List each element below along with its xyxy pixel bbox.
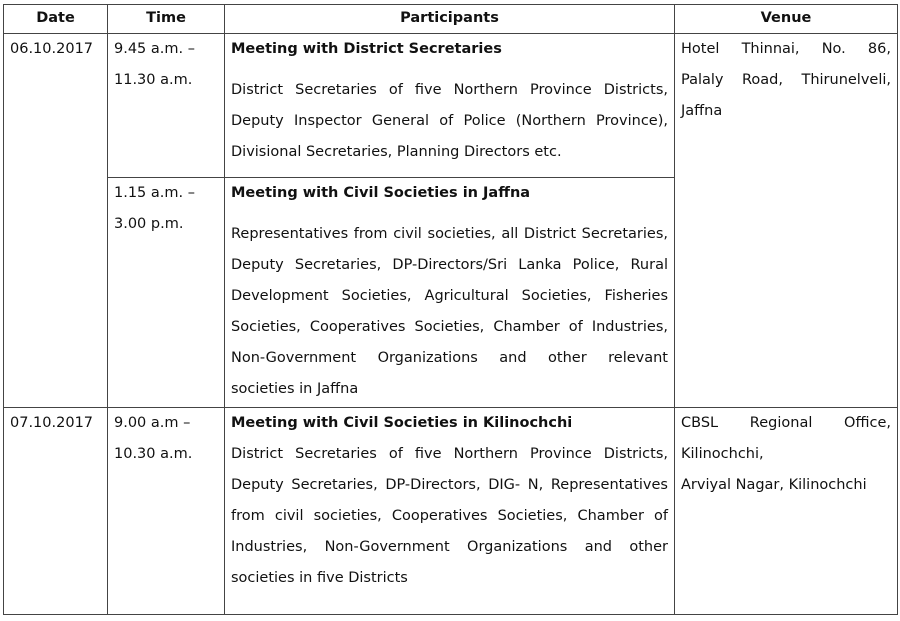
- venue-line: Palaly Road, Thirunelveli,: [681, 72, 891, 88]
- venue-line: Jaffna: [681, 103, 723, 119]
- time-start: 9.00 a.m –: [114, 415, 191, 431]
- participants-cell: [225, 408, 675, 615]
- meeting-title: Meeting with District Secretaries: [231, 41, 502, 57]
- venue-cell: [675, 34, 898, 408]
- time-cell: [108, 408, 225, 615]
- header-time: Time: [108, 5, 225, 34]
- participants-cell: [225, 34, 675, 178]
- header-participants: Participants: [225, 5, 675, 34]
- time-end: 10.30 a.m.: [114, 446, 193, 462]
- date-cell: 06.10.2017: [4, 34, 108, 408]
- venue-line: Kilinochchi,: [681, 446, 764, 462]
- time-end: 11.30 a.m.: [114, 72, 193, 88]
- date-cell: 07.10.2017: [4, 408, 108, 615]
- header-venue: Venue: [675, 5, 898, 34]
- table-row: [4, 34, 898, 178]
- time-end: 3.00 p.m.: [114, 216, 184, 232]
- participants-text: District Secretaries of five Northern Province Districts, Deputy Inspector General of Police (Northern Province), Divisional Secretaries, Planning Directors etc.: [231, 82, 668, 160]
- header-date: Date: [4, 5, 108, 34]
- time-start: 9.45 a.m. –: [114, 41, 195, 57]
- participants-text: Representatives from civil societies, all District Secretaries, Deputy Secretaries, DP-Directors/Sri Lanka Police, Rural Development Societies, Agricultural Societies, Fisheries Societies, Cooperatives Societies, Chamber of Industries, Non-Government Organizations and other relevant societies in Jaffna: [231, 226, 668, 397]
- schedule-table: [3, 4, 898, 615]
- header-row: [4, 5, 898, 34]
- venue-line: CBSL Regional Office,: [681, 415, 891, 431]
- time-cell: [108, 34, 225, 178]
- time-start: 1.15 a.m. –: [114, 185, 195, 201]
- table-row: [4, 408, 898, 615]
- meeting-title: Meeting with Civil Societies in Jaffna: [231, 185, 531, 201]
- meeting-title: Meeting with Civil Societies in Kilinochchi: [231, 415, 573, 431]
- participants-text: District Secretaries of five Northern Province Districts, Deputy Secretaries, DP-Directors, DIG- N, Representatives from civil societies, Cooperatives Societies, Chamber of Industries, Non-Government Organizations and other societies in five Districts: [231, 446, 668, 586]
- participants-cell: [225, 178, 675, 408]
- venue-line: Hotel Thinnai, No. 86,: [681, 41, 891, 57]
- venue-cell: [675, 408, 898, 615]
- venue-line: Arviyal Nagar, Kilinochchi: [681, 477, 867, 493]
- time-cell: [108, 178, 225, 408]
